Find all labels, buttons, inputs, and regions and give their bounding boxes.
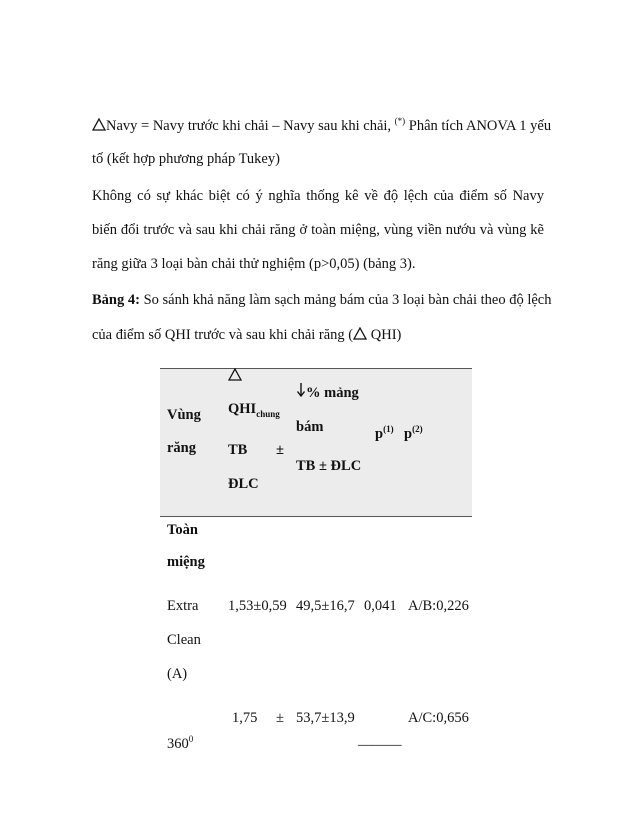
para1-text-a: Navy = Navy trước khi chải – Navy sau khi chải, — [106, 117, 392, 134]
caption-text-a: của điểm số QHI trước và sau khi chải răng ( — [92, 327, 354, 343]
arrow-down-icon — [296, 382, 306, 398]
paragraph-1-line-1 — [92, 116, 551, 135]
header-pm: ± — [276, 442, 284, 458]
header-rang: răng — [167, 440, 196, 456]
paragraph-2-line-2: biến đổi trước và sau khi chải răng ở toàn miệng, vùng viền nướu và vùng kẽ — [92, 222, 544, 238]
delta-triangle-icon — [228, 368, 242, 381]
row2-name-text: 360 — [167, 735, 189, 752]
header-tb: TB — [228, 442, 248, 458]
row2-name-sup: 0 — [188, 734, 194, 744]
table-caption-label: Bảng 4: — [92, 292, 140, 308]
header-p1-sup: (1) — [383, 424, 394, 434]
table-caption-line-2 — [92, 327, 401, 344]
row2-qhi-b: ± — [276, 710, 284, 726]
row2-name — [167, 734, 193, 753]
row1-name-2: Clean — [167, 632, 201, 648]
header-qhi-text: QHI — [228, 401, 257, 417]
caption-text-b: QHI) — [370, 327, 402, 343]
header-p2 — [404, 424, 423, 443]
row1-p1: 0,041 — [364, 598, 397, 614]
para1-sup: (*) — [394, 116, 406, 126]
header-qhi — [228, 401, 280, 419]
table-caption-line-1 — [92, 292, 552, 309]
header-qhi-sub: chung — [256, 408, 280, 419]
row2-pct: 53,7±13,9 — [296, 710, 355, 726]
paragraph-2-line-3: răng giữa 3 loại bàn chải thử nghiệm (p>0,05) (bảng 3). — [92, 256, 416, 272]
header-vung: Vùng — [167, 407, 201, 423]
header-p2-sup: (2) — [412, 424, 423, 434]
header-p1-text: p — [375, 425, 384, 442]
row1-qhi: 1,53±0,59 — [228, 598, 287, 614]
row1-p2: A/B:0,226 — [408, 598, 469, 614]
header-p2-text: p — [404, 425, 413, 442]
header-bam: bám — [296, 419, 324, 435]
header-pct-text: % mảng — [306, 385, 359, 401]
row1-name-1: Extra — [167, 598, 199, 614]
row1-name-3: (A) — [167, 666, 188, 682]
delta-triangle-icon — [353, 327, 367, 340]
paragraph-2-line-1: Không có sự khác biệt có ý nghĩa thống kê về độ lệch của điểm số Navy — [92, 188, 544, 204]
delta-triangle-icon — [92, 118, 106, 131]
row1-pct: 49,5±16,7 — [296, 598, 355, 614]
row2-qhi-a: 1,75 — [232, 710, 258, 726]
paragraph-1-line-2: tố (kết hợp phương pháp Tukey) — [92, 151, 280, 167]
header-delta — [228, 368, 242, 386]
header-dlc: ĐLC — [228, 476, 259, 492]
row2-p2: A/C:0,656 — [408, 710, 469, 726]
header-tb-dlc: TB ± ĐLC — [296, 458, 362, 474]
section-mieng: miệng — [167, 554, 205, 570]
header-pct-line — [296, 382, 359, 402]
section-toan: Toàn — [167, 522, 198, 538]
para1-text-b: Phân tích ANOVA 1 yếu — [408, 117, 552, 134]
header-p1 — [375, 424, 394, 443]
table-caption-text: So sánh khả năng làm sạch mảng bám của 3 loại bàn chải theo độ lệch — [143, 292, 552, 308]
row2-p1-blank: ______ — [358, 732, 402, 748]
